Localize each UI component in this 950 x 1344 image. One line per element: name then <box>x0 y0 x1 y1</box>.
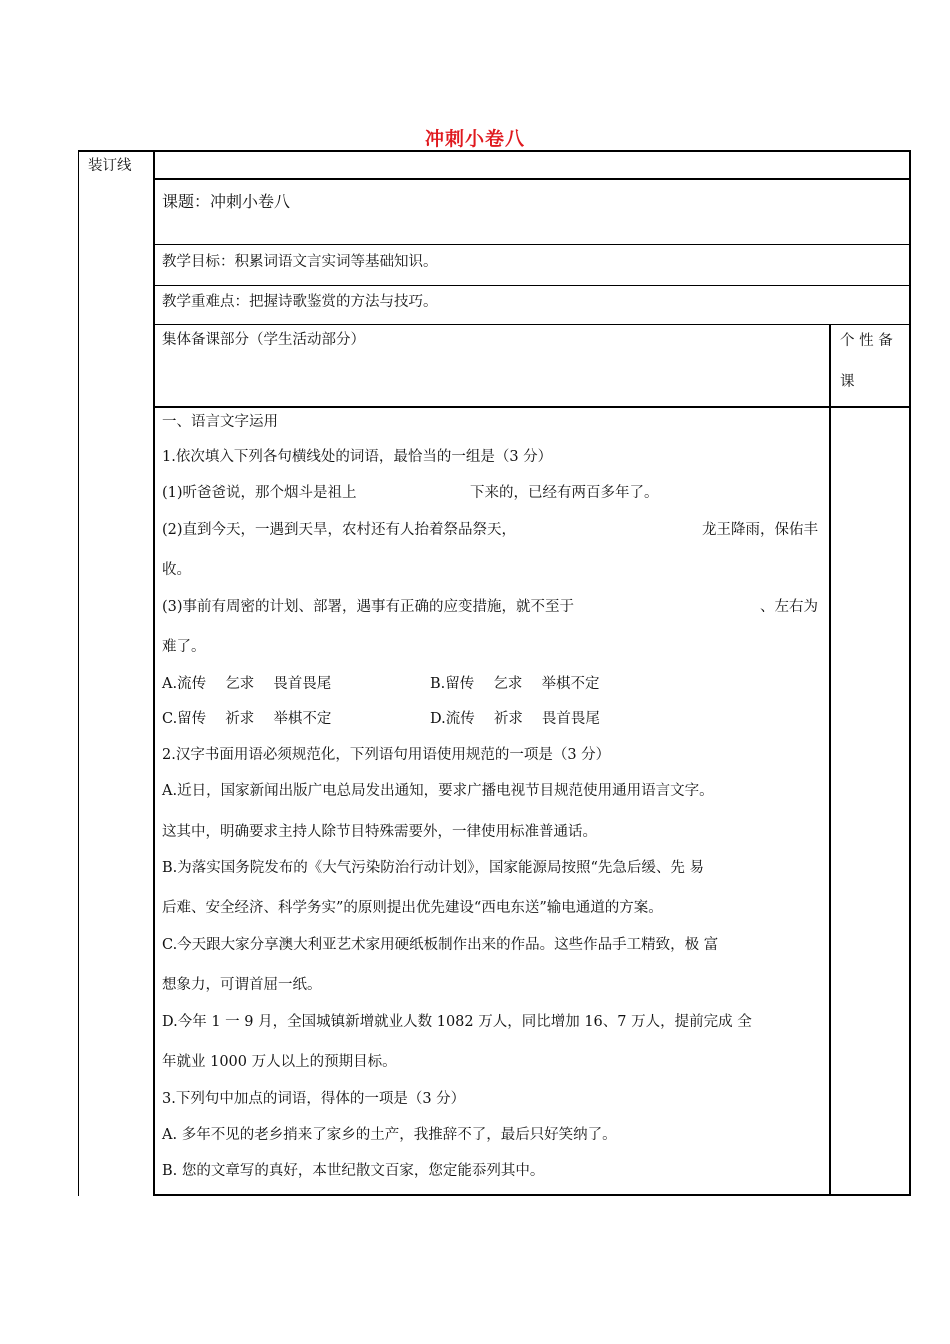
row-divider <box>153 324 911 325</box>
table-right-border <box>909 150 911 1196</box>
q2-option-c-line1: C.今天跟大家分享澳大利亚艺术家用硬纸板制作出来的作品。这些作品手工精致，极 富 <box>162 937 719 953</box>
q2-option-c-line2: 想象力，可谓首屈一纸。 <box>162 977 322 993</box>
q2-option-d-line2: 年就业 1000 万人以上的预期目标。 <box>162 1054 397 1070</box>
q2-option-b-line1: B.为落实国务院发布的《大气污染防治行动计划》，国家能源局按照“先急后缓、先 易 <box>162 860 705 876</box>
question-1-stem: 1.依次填入下列各句横线处的词语，最恰当的一组是（3 分） <box>162 449 553 465</box>
document-title: 冲刺小卷八 <box>424 128 525 150</box>
row-divider <box>153 285 911 286</box>
key-points-text: 教学重难点：把握诗歌鉴赏的方法与技巧。 <box>162 294 438 310</box>
teaching-goal-text: 教学目标：积累词语文言实词等基础知识。 <box>162 254 438 270</box>
q2-option-b-line2: 后难、安全经济、科学务实”的原则提出优先建设“西电东送”输电通道的方案。 <box>162 900 663 916</box>
collective-prep-header: 集体备课部分（学生活动部分） <box>162 332 365 348</box>
q3-option-a: A. 多年不见的老乡捎来了家乡的土产，我推辞不了，最后只好笑纳了。 <box>162 1127 617 1143</box>
q1-sentence-1: (1)听爸爸说，那个烟斗是祖上 <box>162 485 357 501</box>
q2-option-a-line1: A.近日，国家新闻出版广电总局发出通知，要求广播电视节目规范使用通用语言文字。 <box>162 783 714 799</box>
personal-column-divider <box>829 324 831 1196</box>
q1-option-d: D.流传 祈求 畏首畏尾 <box>430 711 600 727</box>
q1-sentence-2-cont: 龙王降雨，保佑丰 <box>702 522 818 538</box>
table-top-border <box>78 150 911 152</box>
q2-option-a-line2: 这其中，明确要求主持人除节目特殊需要外，一律使用标准普通话。 <box>162 824 597 840</box>
q1-sentence-2: (2)直到今天，一遇到天旱，农村还有人抬着祭品祭天， <box>162 522 517 538</box>
personal-prep-header-line1: 个 性 备 <box>840 333 893 349</box>
table-bottom-border <box>153 1194 911 1196</box>
section-heading: 一、语言文字运用 <box>162 414 278 430</box>
q1-sentence-3-wrap: 难了。 <box>162 639 206 655</box>
row-divider <box>153 244 911 245</box>
binding-column-divider <box>153 150 155 1196</box>
q1-sentence-2-wrap: 收。 <box>162 562 191 578</box>
q1-sentence-3-cont: 、左右为 <box>760 599 818 615</box>
binding-line-label: 装订线 <box>88 158 132 174</box>
row-divider <box>153 406 911 408</box>
topic-text: 课题：冲刺小卷八 <box>162 192 291 211</box>
q1-option-c: C.留传 祈求 举棋不定 <box>162 711 332 727</box>
question-3-stem: 3.下列句中加点的词语，得体的一项是（3 分） <box>162 1091 466 1107</box>
question-2-stem: 2.汉字书面用语必须规范化，下列语句用语使用规范的一项是（3 分） <box>162 747 611 763</box>
table-left-border <box>78 150 79 1196</box>
q1-sentence-1-cont: 下来的，已经有两百多年了。 <box>470 485 659 501</box>
q3-option-b: B. 您的文章写的真好，本世纪散文百家，您定能忝列其中。 <box>162 1163 545 1179</box>
q1-option-b: B.留传 乞求 举棋不定 <box>430 676 600 692</box>
personal-prep-header-line2: 课 <box>840 374 855 390</box>
q1-option-a: A.流传 乞求 畏首畏尾 <box>162 676 332 692</box>
q2-option-d-line1: D.今年 1 一 9 月，全国城镇新增就业人数 1082 万人，同比增加 16、7 万人，提前完成 全 <box>162 1014 752 1030</box>
row-divider <box>153 178 911 180</box>
q1-sentence-3: (3)事前有周密的计划、部署，遇事有正确的应变措施，就不至于 <box>162 599 575 615</box>
